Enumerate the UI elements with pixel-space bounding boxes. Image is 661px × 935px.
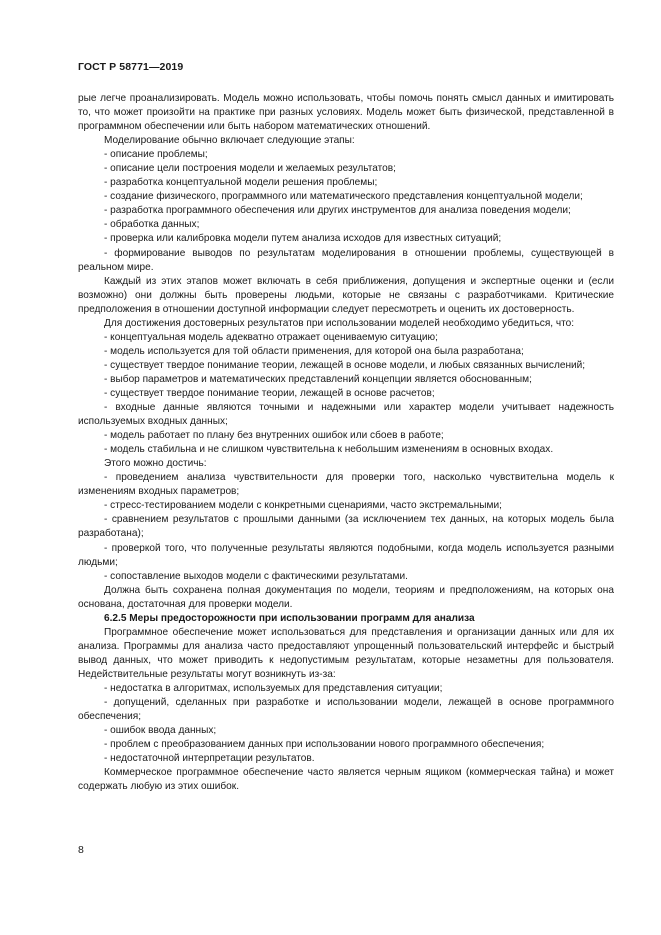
- paragraph: - формирование выводов по результатам моделирования в отношении проблемы, существующей в реальном мире.: [78, 247, 614, 273]
- paragraph: - концептуальная модель адекватно отражает оцениваемую ситуацию;: [104, 331, 438, 343]
- paragraph: Программное обеспечение может использоваться для представления и организации данных или для их анализа. Программы для анализа часто предоставляют упрощенный пользовательский интерфейс и быстрый вывод данных, что может приводить к недопустимым результатам, которые незаметны для пользователя. Недействительные результаты могут возникнуть из-за:: [78, 626, 614, 680]
- paragraph: - существует твердое понимание теории, лежащей в основе расчетов;: [104, 387, 435, 399]
- paragraph: - недостаточной интерпретации результатов.: [104, 753, 315, 765]
- paragraph: Должна быть сохранена полная документация по модели, теориям и предположениям, на которых она основана, достаточная для проверки модели.: [78, 584, 614, 610]
- paragraph: - проверкой того, что полученные результаты являются подобными, когда модель используется разными людьми;: [78, 542, 614, 568]
- page-number: 8: [78, 844, 84, 856]
- paragraph: - разработка программного обеспечения или других инструментов для анализа поведения модели;: [104, 205, 571, 217]
- paragraph: - модель работает по плану без внутренних ошибок или сбоев в работе;: [104, 430, 444, 442]
- paragraph: - допущений, сделанных при разработке и использовании модели, лежащей в основе программного обеспечения;: [78, 697, 614, 723]
- paragraph: - создание физического, программного или математического представления концептуальной модели;: [104, 191, 583, 203]
- paragraph: Моделирование обычно включает следующие этапы:: [104, 135, 355, 147]
- paragraph: Этого можно достичь:: [104, 458, 207, 470]
- paragraph: - разработка концептуальной модели решения проблемы;: [104, 177, 378, 189]
- paragraph: - входные данные являются точными и надежными или характер модели учитывает надежность используемых входных данных;: [78, 402, 614, 428]
- paragraph: - описание цели построения модели и желаемых результатов;: [104, 163, 396, 175]
- document-header: ГОСТ Р 58771—2019: [78, 61, 184, 73]
- page-body: [78, 92, 614, 794]
- paragraph: Для достижения достоверных результатов при использовании моделей необходимо убедиться, что:: [104, 317, 575, 329]
- paragraph: - стресс-тестированием модели с конкретными сценариями, часто экстремальными;: [104, 500, 502, 512]
- paragraph: Коммерческое программное обеспечение часто является черным ящиком (коммерческая тайна) и может содержать любую из этих ошибок.: [78, 767, 614, 793]
- paragraph: - обработка данных;: [104, 219, 200, 231]
- section-heading: 6.2.5 Меры предосторожности при использовании программ для анализа: [104, 612, 475, 624]
- paragraph: - проверка или калибровка модели путем анализа исходов для известных ситуаций;: [104, 233, 502, 245]
- paragraph: - недостатка в алгоритмах, используемых для представления ситуации;: [104, 682, 443, 694]
- paragraph: - модель используется для той области применения, для которой она была разработана;: [104, 345, 524, 357]
- paragraph: - существует твердое понимание теории, лежащей в основе модели, и любых связанных вычислений;: [104, 359, 586, 371]
- paragraph: - сравнением результатов с прошлыми данными (за исключением тех данных, на которых модель была разработана);: [78, 514, 614, 540]
- paragraph: рые легче проанализировать. Модель можно использовать, чтобы помочь понять смысл данных и имитировать то, что может произойти на практике при разных условиях. Модель может быть физической, представленной в программном обеспечении или быть набором математических отношений.: [78, 93, 614, 133]
- paragraph: - проблем с преобразованием данных при использовании нового программного обеспечения;: [104, 739, 545, 751]
- paragraph: - описание проблемы;: [104, 149, 208, 161]
- paragraph: - проведением анализа чувствительности для проверки того, насколько чувствительна модель к изменениям входных параметров;: [78, 472, 614, 498]
- paragraph: - выбор параметров и математических представлений концепции является обоснованным;: [104, 373, 532, 385]
- paragraph: Каждый из этих этапов может включать в себя приближения, допущения и экспертные оценки и (если возможно) они должны быть проверены людьми, которые не связаны с разработчиками. Критические предположения в отношении доступной информации следует пересмотреть и оценить их достоверность.: [78, 275, 614, 315]
- paragraph: - сопоставление выходов модели с фактическими результатами.: [104, 570, 408, 582]
- paragraph: - модель стабильна и не слишком чувствительна к небольшим изменениям в основных входах.: [104, 444, 554, 456]
- paragraph: - ошибок ввода данных;: [104, 725, 217, 737]
